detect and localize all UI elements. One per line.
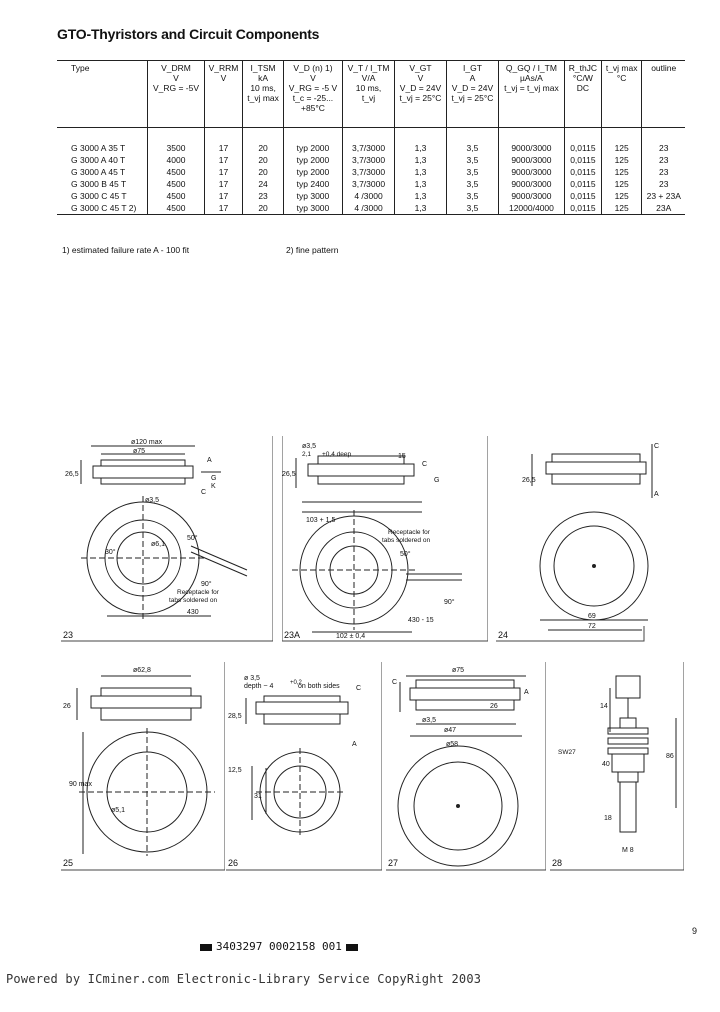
dim-text: ø 3,5	[244, 675, 260, 682]
column-header	[564, 61, 601, 128]
dim-text: 26,5	[522, 477, 536, 484]
dim-text: 103 + 1,5	[306, 517, 336, 524]
table-cell: typ 2000	[283, 154, 342, 166]
dim-text: ø6,1	[151, 541, 166, 548]
dim-text: SW27	[558, 749, 576, 756]
dim-text: 69	[588, 613, 596, 620]
dim-text: 2,1	[302, 451, 312, 458]
dim-text: 72	[588, 623, 596, 630]
dim-text: A	[207, 457, 212, 464]
table-row	[57, 166, 685, 178]
dim-text: 90°	[201, 581, 212, 588]
column-header-line: outline	[651, 63, 677, 73]
column-header-line: t_vj max	[247, 93, 279, 103]
column-header-line: t_c = -25...	[292, 93, 334, 103]
table-body	[57, 128, 685, 215]
table-cell: typ 2000	[283, 142, 342, 154]
column-header-line: +85°C	[300, 103, 325, 113]
dim-text: on both sides	[298, 683, 340, 690]
dim-text: ø120 max	[131, 439, 163, 446]
table-cell: G 3000 C 45 T 2)	[57, 202, 148, 215]
column-header	[446, 61, 498, 128]
table-cell: 3,7/3000	[343, 154, 395, 166]
table-cell: 3,5	[446, 190, 498, 202]
table-cell	[446, 128, 498, 143]
drawing-label: 27	[388, 858, 399, 868]
table-cell: 4 /3000	[343, 190, 395, 202]
barcode-block	[346, 944, 358, 951]
dim-text: ø5,1	[111, 807, 126, 814]
dim-text: 26	[63, 703, 71, 710]
table-cell	[283, 128, 342, 143]
dim-text: C	[654, 443, 660, 450]
table-cell: 23	[642, 178, 685, 190]
column-header-line: µAs/A	[520, 73, 543, 83]
table-cell: 9000/3000	[498, 166, 564, 178]
dim-text: depth ~ 4	[244, 683, 274, 690]
dim-text: A	[352, 741, 357, 748]
column-header-line: R_thJC	[568, 63, 598, 73]
page-title: GTO-Thyristors and Circuit Components	[57, 26, 320, 42]
table-cell: 125	[601, 202, 642, 215]
table-cell	[498, 128, 564, 143]
column-header	[57, 61, 148, 128]
table-row	[57, 142, 685, 154]
column-header-line: t_vj = 25°C	[451, 93, 494, 103]
table-row	[57, 190, 685, 202]
table-row	[57, 202, 685, 215]
dim-text: ø3,5	[422, 717, 437, 724]
table-cell: 9000/3000	[498, 190, 564, 202]
table-cell: 3,5	[446, 202, 498, 215]
dim-text: G	[211, 475, 217, 482]
column-header-line: kA	[258, 73, 269, 83]
column-header-line: I_GT	[463, 63, 482, 73]
footnote-2: 2) fine pattern	[286, 245, 339, 255]
column-header-line: V_D = 24V	[451, 83, 494, 93]
column-header-line: V/A	[361, 73, 376, 83]
dim-text: 90 max	[69, 781, 92, 788]
table-cell: 20	[243, 142, 284, 154]
table-cell: 23	[642, 154, 685, 166]
dim-text: M 8	[622, 847, 634, 854]
table-cell: 17	[204, 154, 243, 166]
column-header-line: V_GT	[409, 63, 432, 73]
dim-text: ø75	[133, 448, 146, 455]
column-header-line: V	[220, 73, 227, 83]
table-cell: G 3000 A 40 T	[71, 155, 126, 165]
column-header	[498, 61, 564, 128]
table-cell: 23A	[642, 202, 685, 215]
table-cell: 1,3	[395, 202, 447, 215]
table-cell: 4000	[148, 154, 205, 166]
dim-text: 30°	[105, 549, 116, 556]
table-cell: 3,7/3000	[343, 142, 395, 154]
outline-drawing-24	[496, 436, 664, 646]
table-cell: G 3000 B 45 T	[71, 179, 127, 189]
column-header-line: Type	[71, 63, 90, 73]
column-header-line: V_D (n) 1)	[293, 63, 333, 73]
page-number: 9	[692, 926, 698, 936]
table-cell: 1,3	[395, 142, 447, 154]
column-header-line: t_vj	[361, 93, 376, 103]
table-cell: 23 + 23A	[642, 190, 685, 202]
table-cell: 0,0115	[564, 166, 601, 178]
outline-drawing-23	[61, 436, 273, 646]
column-header-line: V_RG = -5V	[152, 83, 200, 93]
column-header-line: DC	[576, 83, 590, 93]
dim-text: ø3,5	[302, 443, 317, 450]
table-cell: 17	[204, 178, 243, 190]
outline-drawing-28	[550, 662, 684, 874]
column-header-line: V_RG = -5 V	[288, 83, 338, 93]
outline-drawing-25	[61, 662, 225, 874]
table-cell	[243, 128, 284, 143]
column-header-line: t_vj max	[605, 63, 638, 73]
dim-text: 430	[187, 609, 199, 616]
table-cell	[601, 128, 642, 143]
column-header-line: V	[173, 73, 179, 83]
table-cell: 4500	[148, 166, 205, 178]
dim-text: +0,4 deep	[322, 451, 352, 458]
table-cell: 1,3	[395, 178, 447, 190]
column-header-line: I_TSM	[250, 63, 276, 73]
table-cell: 20	[243, 166, 284, 178]
table-cell	[57, 128, 148, 143]
barcode-block	[200, 944, 212, 951]
drawing-label: 26	[228, 858, 239, 868]
table-cell	[642, 128, 685, 143]
table-cell: 17	[204, 166, 243, 178]
table-cell: 4500	[148, 178, 205, 190]
table-spacer-row	[57, 128, 685, 143]
table-cell: 0,0115	[564, 142, 601, 154]
table-cell: 24	[243, 178, 284, 190]
outline-drawing-27	[386, 662, 546, 874]
table-cell	[343, 128, 395, 143]
dim-text: 50°	[187, 535, 198, 542]
dim-text: 102 ± 0,4	[336, 633, 366, 640]
table-cell: 23	[642, 166, 685, 178]
column-header-line: t_vj = t_vj max	[504, 83, 559, 93]
column-header-line: V_DRM	[161, 63, 191, 73]
table-cell: 0,0115	[564, 178, 601, 190]
table-cell: 125	[601, 178, 642, 190]
table-cell: typ 3000	[283, 190, 342, 202]
table-cell: 3,5	[446, 154, 498, 166]
dim-text: Receptacle for	[177, 589, 219, 596]
table-header-row	[57, 61, 685, 128]
column-header	[148, 61, 205, 128]
table-cell: 125	[601, 142, 642, 154]
table-row	[57, 154, 685, 166]
dim-text: 31	[254, 793, 262, 800]
column-header-line: Q_GQ / I_TM	[505, 63, 557, 73]
table-cell: typ 2000	[283, 166, 342, 178]
table-cell: 17	[204, 190, 243, 202]
table-cell	[148, 128, 205, 143]
powered-by-footer: Powered by ICminer.com Electronic-Library Service CopyRight 2003	[6, 972, 482, 986]
table-cell: 17	[204, 142, 243, 154]
outline-drawing-23A	[282, 436, 488, 646]
table-cell	[564, 128, 601, 143]
drawing-label: 24	[498, 630, 509, 640]
column-header-line: °C	[616, 73, 627, 83]
dim-text: 50°	[400, 551, 411, 558]
dim-text: +0,2	[290, 680, 302, 686]
dim-text: Receptacle for	[388, 529, 430, 536]
table-cell: 3,7/3000	[343, 166, 395, 178]
table-cell	[204, 128, 243, 143]
dim-text: 26,5	[65, 471, 79, 478]
column-header	[343, 61, 395, 128]
dim-text: tabs soldered on	[169, 597, 218, 604]
table-cell: 9000/3000	[498, 142, 564, 154]
table-cell: 1,3	[395, 166, 447, 178]
table-cell: 3,7/3000	[343, 178, 395, 190]
table-cell: 9000/3000	[498, 178, 564, 190]
column-header	[395, 61, 447, 128]
table-cell: 4 /3000	[343, 202, 395, 215]
dim-text: C	[422, 461, 428, 468]
table-cell: typ 3000	[283, 202, 342, 215]
dim-text: 15	[398, 453, 406, 460]
dim-text: 40	[602, 761, 610, 768]
table-cell: 125	[601, 190, 642, 202]
column-header-line: °C/W	[572, 73, 593, 83]
table-cell: 125	[601, 166, 642, 178]
dim-text: ø62,8	[133, 667, 151, 674]
dim-text: 86	[666, 753, 674, 760]
dim-text: 26	[490, 703, 498, 710]
column-header-line: V	[417, 73, 424, 83]
barcode-text: 3403297 0002158 001	[216, 940, 342, 953]
dim-text: ø47	[444, 727, 457, 734]
drawing-label: 23A	[284, 630, 301, 640]
column-header	[243, 61, 284, 128]
dim-text: 12,5	[228, 767, 242, 774]
column-header	[642, 61, 685, 128]
column-header-line: 10 ms,	[355, 83, 382, 93]
table-row	[57, 178, 685, 190]
footnote-1: 1) estimated failure rate A - 100 fit	[62, 245, 190, 255]
dim-text: 430 - 15	[408, 617, 434, 624]
table-cell: 125	[601, 154, 642, 166]
table-cell: G 3000 A 45 T	[71, 167, 126, 177]
table-cell: 20	[243, 202, 284, 215]
column-header-line: V_RRM	[208, 63, 239, 73]
table-cell: 23	[243, 190, 284, 202]
table-cell: 23	[642, 142, 685, 154]
drawing-label: 23	[63, 630, 74, 640]
column-header-line: A	[469, 73, 476, 83]
table-cell: 3,5	[446, 142, 498, 154]
table-cell: 0,0115	[564, 202, 601, 215]
dim-text: 14	[600, 703, 608, 710]
table-cell: 9000/3000	[498, 154, 564, 166]
dim-text: 26,5	[282, 471, 296, 478]
table-cell: 3,5	[446, 166, 498, 178]
table-cell	[395, 128, 447, 143]
dim-text: C	[356, 685, 362, 692]
dim-text: ø58	[446, 741, 459, 748]
specifications-table	[57, 60, 685, 215]
dim-text: K	[211, 483, 216, 490]
dim-text: A	[654, 491, 659, 498]
table-cell: 1,3	[395, 190, 447, 202]
drawing-label: 25	[63, 858, 74, 868]
table-cell: typ 2400	[283, 178, 342, 190]
table-cell: 0,0115	[564, 190, 601, 202]
column-header-line: V_T / I_TM	[347, 63, 390, 73]
column-header-line: 10 ms,	[250, 83, 276, 93]
drawing-label: 28	[552, 858, 563, 868]
dim-text: C	[392, 679, 398, 686]
table-cell: 3,5	[446, 178, 498, 190]
dim-text: ø3,5	[145, 497, 160, 504]
table-cell: 4500	[148, 190, 205, 202]
dim-text: A	[524, 689, 529, 696]
dim-text: ø75	[452, 667, 465, 674]
column-header	[204, 61, 243, 128]
dim-text: C	[201, 489, 207, 496]
table-cell: 4500	[148, 202, 205, 215]
table-cell: G 3000 C 45 T	[71, 191, 127, 201]
table-cell: G 3000 A 35 T	[71, 143, 126, 153]
barcode-line	[196, 940, 362, 953]
column-header-line: V_D = 24V	[399, 83, 442, 93]
dim-text: tabs soldered on	[382, 537, 431, 544]
table-cell: 1,3	[395, 154, 447, 166]
table-cell: 3500	[148, 142, 205, 154]
dim-text: 90°	[444, 599, 455, 606]
column-header	[601, 61, 642, 128]
column-header-line: t_vj = 25°C	[399, 93, 442, 103]
table-cell: 20	[243, 154, 284, 166]
table-cell: 12000/4000	[498, 202, 564, 215]
column-header-line: V	[310, 73, 316, 83]
table-cell: 17	[204, 202, 243, 215]
dim-text: 28,5	[228, 713, 242, 720]
dim-text: 18	[604, 815, 612, 822]
outline-drawing-26	[226, 662, 382, 874]
column-header	[283, 61, 342, 128]
table-cell: 0,0115	[564, 154, 601, 166]
dim-text: G	[434, 477, 440, 484]
